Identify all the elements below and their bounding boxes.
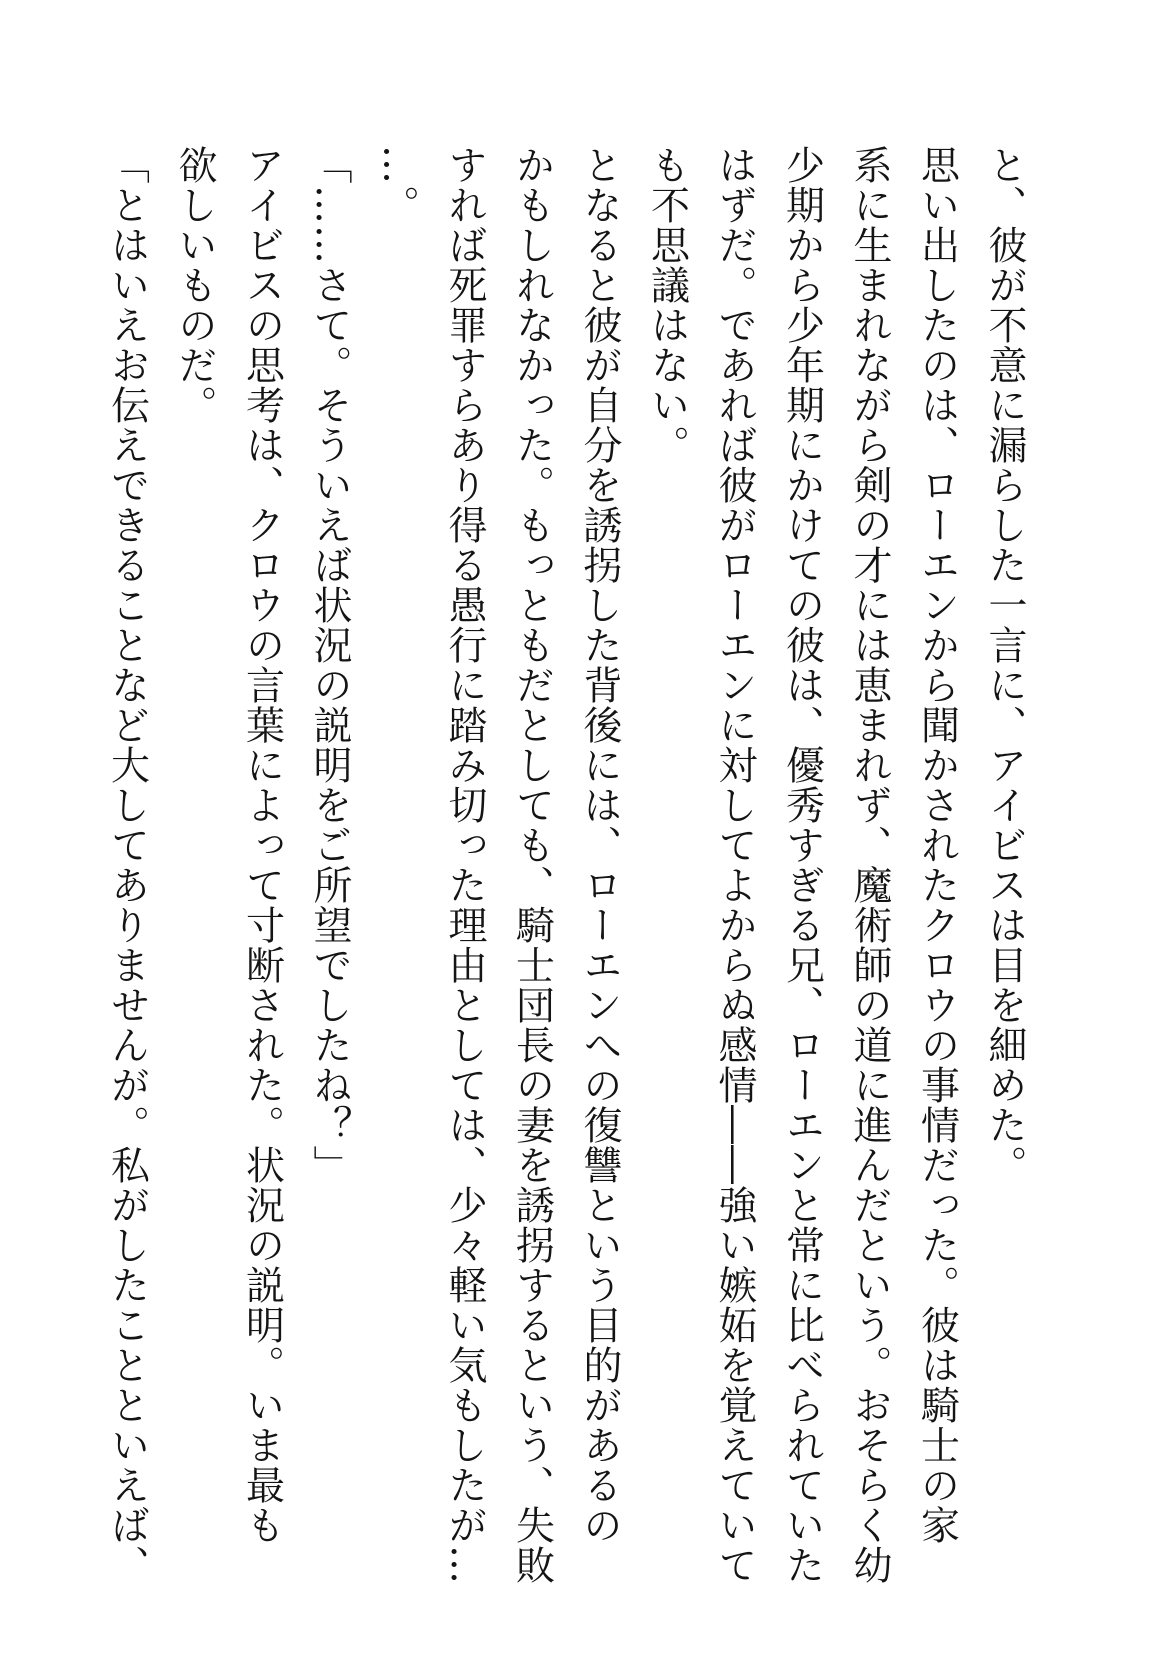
text-line: 少期から少年期にかけての彼は、優秀すぎる兄、ローエンと常に比べられていた <box>779 145 825 1585</box>
text-line: すれば死罪すらあり得る愚行に踏み切った理由としては、少々軽い気もしたが… <box>442 145 487 1585</box>
text-line: 欲しいものだ。 <box>172 145 217 425</box>
text-line: 「……さて。そういえば状況の説明をご所望でしたね？」 <box>307 145 352 1185</box>
vertical-text-block <box>93 145 1038 1585</box>
text-line: も不思議はない。 <box>644 145 690 465</box>
text-line: となると彼が自分を誘拐した背後には、ローエンへの復讐という目的があるの <box>577 145 622 1545</box>
text-line: はずだ。であれば彼がローエンに対してよからぬ感情――強い嫉妬を覚えていて <box>712 145 757 1585</box>
text-line: 系に生まれながら剣の才には恵まれず、魔術師の道に進んだという。おそらく幼 <box>847 145 892 1585</box>
text-line: アイビスの思考は、クロウの言葉によって寸断された。状況の説明。いま最も <box>239 145 285 1545</box>
text-line: 思い出したのは、ローエンから聞かされたクロウの事情だった。彼は騎士の家 <box>914 145 960 1545</box>
text-line: と、彼が不意に漏らした一言に、アイビスは目を細めた。 <box>982 145 1027 1185</box>
text-line: …。 <box>374 145 420 225</box>
text-line: かもしれなかった。もっともだとしても、騎士団長の妻を誘拐するという、失敗 <box>509 145 555 1585</box>
text-line: 「とはいえお伝えできることなど大してありませんが。私がしたことといえば、 <box>104 145 150 1585</box>
